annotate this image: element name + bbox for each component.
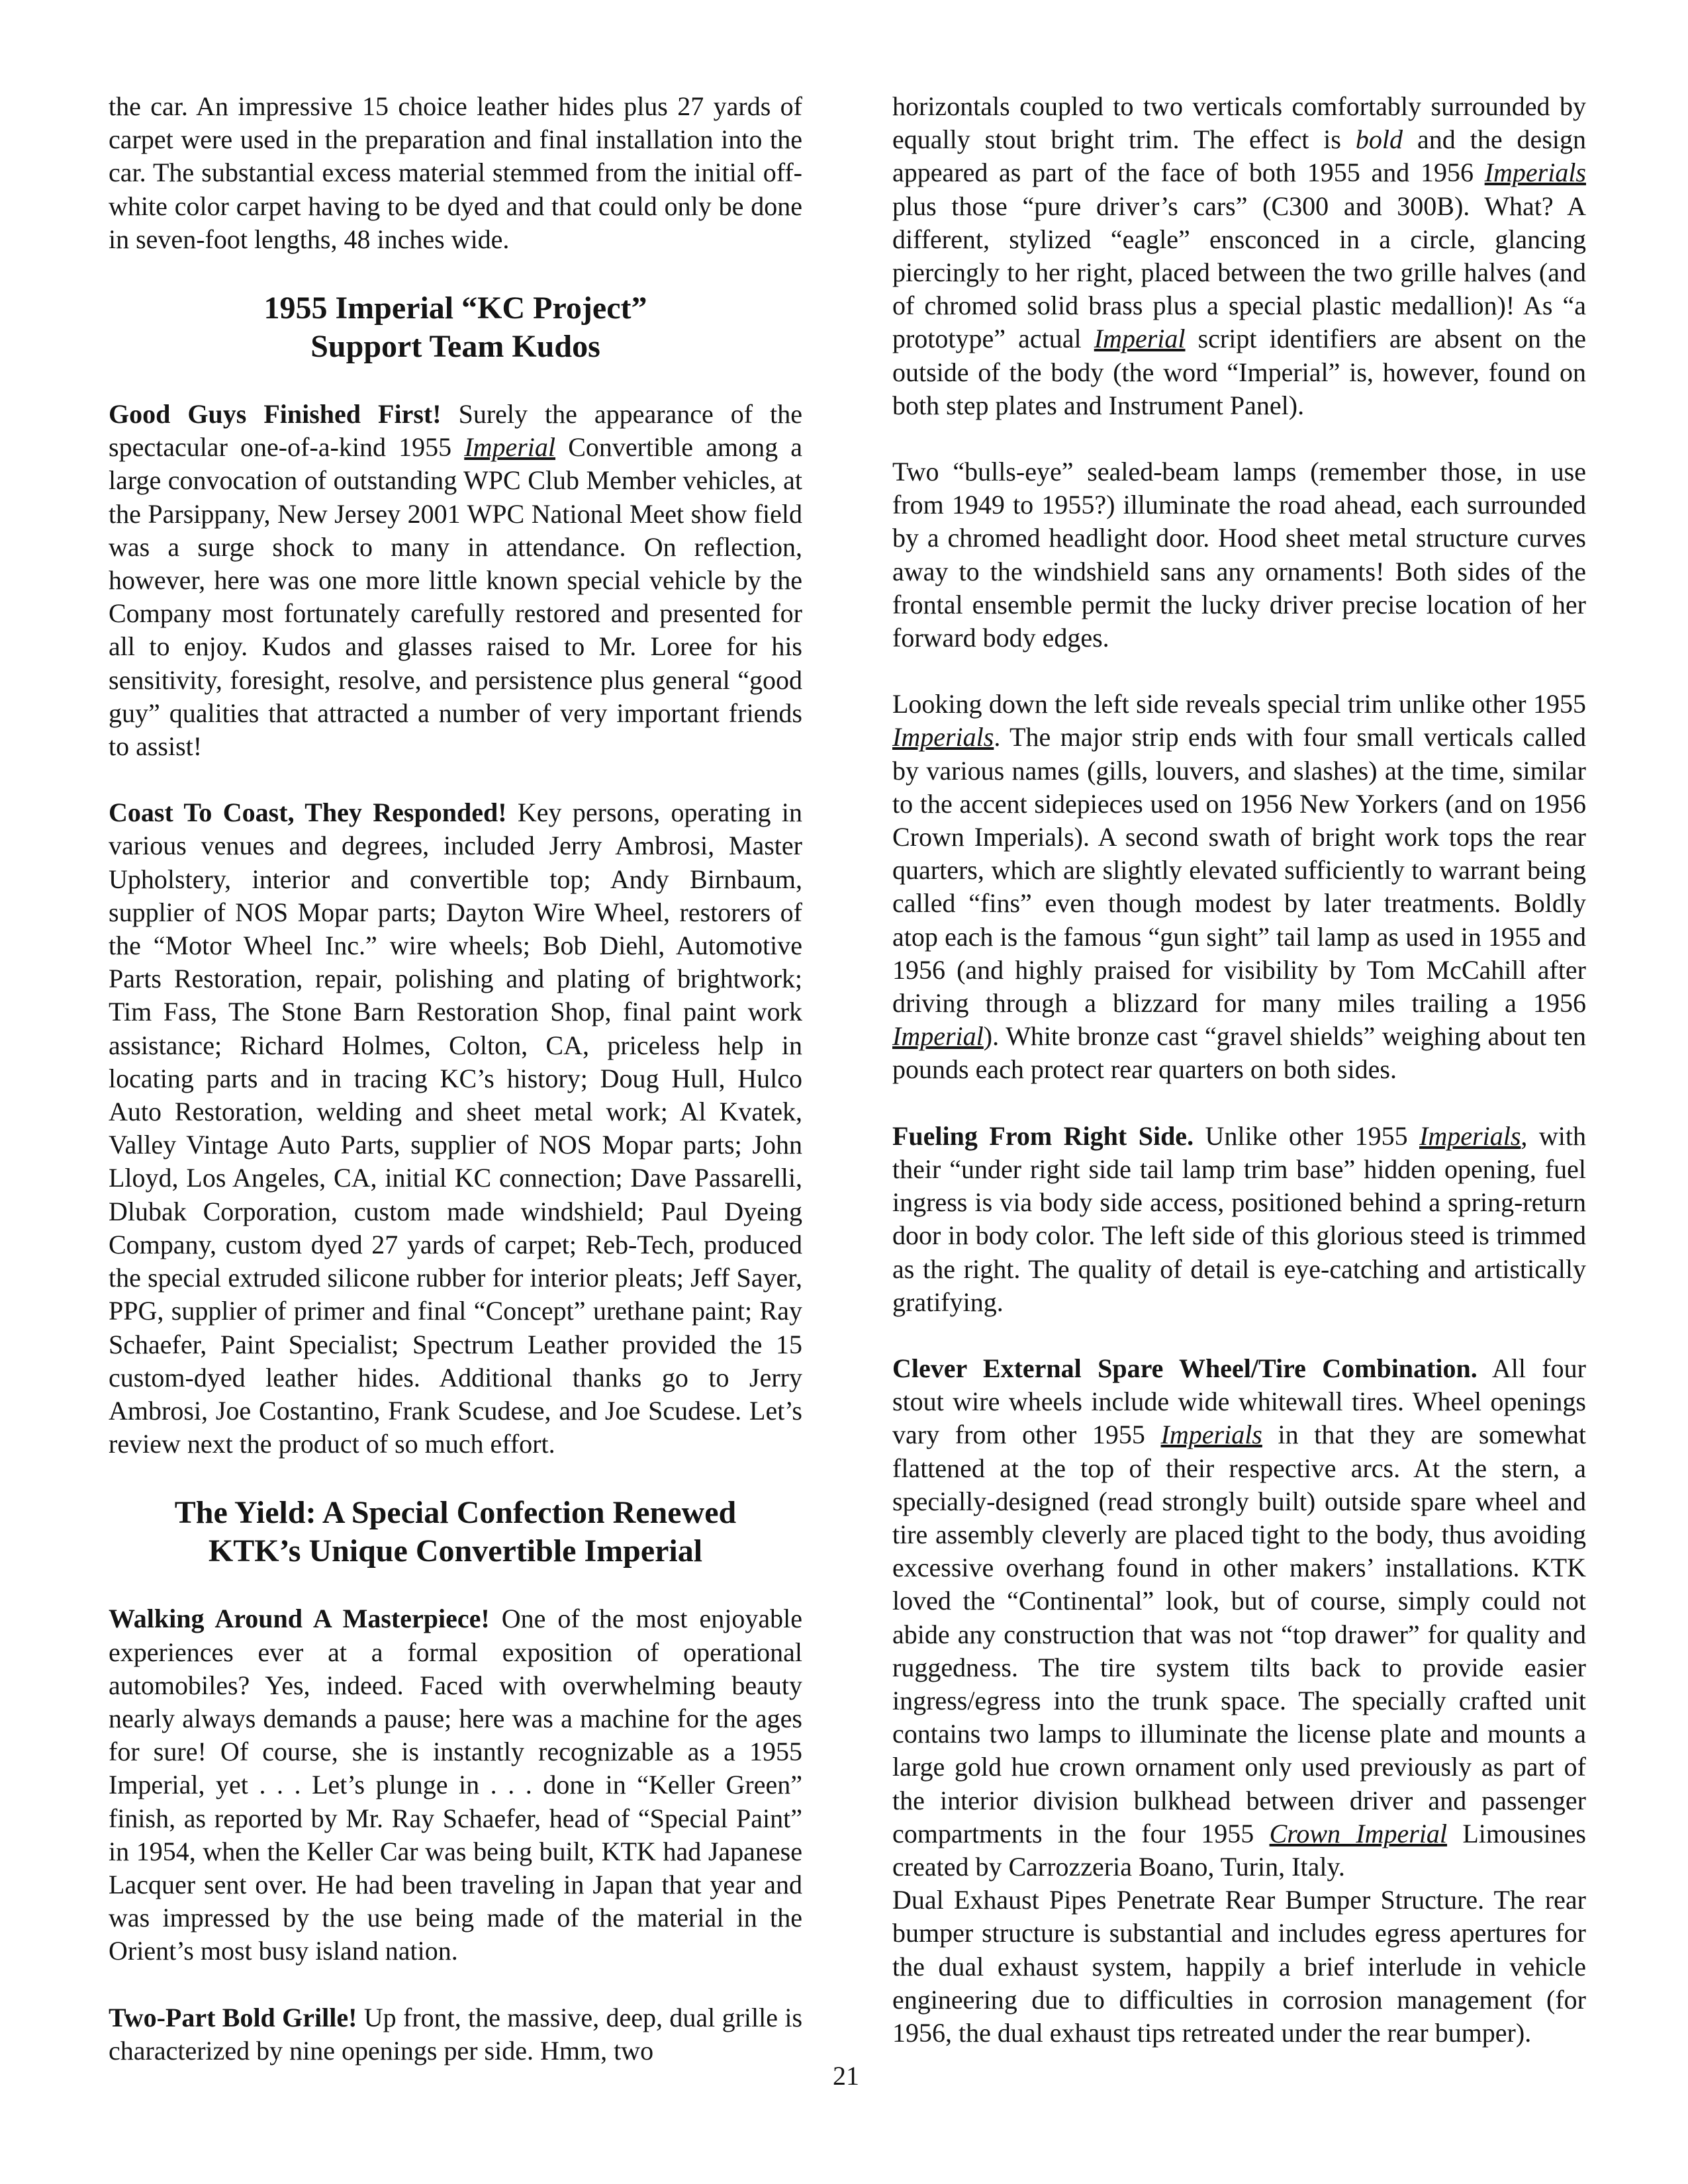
- paragraph-text: plus those “pure driver’s cars” (C300 and 300B). What? A different, stylized “eagle” ensconced in a circle, glancing piercingly to her right, placed between the two grille halves (and of chromed solid brass plus a special plastic medallion)! As “a prototype” actual: [892, 191, 1586, 354]
- paragraph-lead: Clever External Spare Wheel/Tire Combination.: [892, 1353, 1477, 1383]
- paragraph-lead: Good Guys Finished First!: [109, 399, 442, 430]
- left-column: [109, 90, 802, 2068]
- paragraph-two-part-grille: [109, 2001, 802, 2068]
- paragraph-lead: Two-Part Bold Grille!: [109, 2002, 357, 2032]
- right-column: [892, 90, 1586, 2050]
- page-number: 21: [833, 2061, 859, 2091]
- paragraph-lead: Walking Around A Masterpiece!: [109, 1604, 490, 1634]
- paragraph-text: Surely the appearance of the spectacular one-of-a-kind 1955: [109, 399, 802, 463]
- heading-line: Support Team Kudos: [310, 329, 600, 365]
- paragraph-coast-to-coast: [109, 796, 802, 1461]
- paragraph-text: Unlike other 1955: [1194, 1120, 1420, 1151]
- model-name: Imperials: [1419, 1120, 1521, 1151]
- paragraph-grille-continued: [892, 90, 1586, 422]
- paragraph-lead: Coast To Coast, They Responded!: [109, 797, 507, 828]
- section-heading-support-team: [109, 289, 802, 366]
- paragraph-dual-exhaust: Dual Exhaust Pipes Penetrate Rear Bumper Structure. The rear bumper structure is substantial and includes egress apertures for the dual exhaust system, happily a brief interlude in vehicle engineering due to difficulties in corrosion management (for 1956, the dual exhaust tips retreated under the rear bumper).: [892, 1885, 1586, 2048]
- heading-line: The Yield: A Special Confection Renewed: [174, 1495, 737, 1531]
- paragraph-headlamps: Two “bulls-eye” sealed-beam lamps (remember those, in use from 1949 to 1955?) illuminate the road ahead, each surrounded by a chromed headlight door. Hood sheet metal structure curves away to the windshield sans any ornaments! Both sides of the frontal ensemble permit the lucky driver precise location of her forward body edges.: [892, 457, 1586, 653]
- paragraph-text: and the design appeared as part of the face of both 1955 and 1956: [892, 124, 1586, 188]
- paragraph-text: ). White bronze cast “gravel shields” weighing about ten pounds each protect rear quarters on both sides.: [892, 1021, 1586, 1085]
- paragraph-left-side: [892, 688, 1586, 1086]
- paragraph-text: Key persons, operating in various venues and degrees, included Jerry Ambrosi, Master Upholstery, interior and convertible top; Andy Birnbaum, supplier of NOS Mopar parts; Dayton Wire Wheel, restorers of the “Motor Wheel Inc.” wire wheels; Bob Diehl, Automotive Parts Restoration, repair, polishing and plating of brightwork; Tim Fass, The Stone Barn Restoration Shop, final paint work assistance; Richard Holmes, Colton, CA, priceless help in locating parts and in tracing KC’s history; Doug Hull, Hulco Auto Restoration, welding and sheet metal work; Al Kvatek, Valley Vintage Auto Parts, supplier of NOS Mopar parts; John Lloyd, Los Angeles, CA, initial KC connection; Dave Passarelli, Dlubak Corporation, custom made windshield; Paul Dyeing Company, custom dyed 27 yards of carpet; Reb-Tech, produced the special extruded silicone rubber for interior pleats; Jeff Sayer, PPG, supplier of primer and final “Concept” urethane paint; Ray Schaefer, Paint Specialist; Spectrum Leather provided the 15 custom-dyed leather hides. Additional thanks go to Jerry Ambrosi, Joe Costantino, Frank Scudese, and Joe Scudese. Let’s review next the product of so much effort.: [109, 797, 802, 1459]
- model-name: Imperials: [1160, 1420, 1262, 1450]
- paragraph-text: One of the most enjoyable experiences ever at a formal exposition of operational automobiles? Yes, indeed. Faced with overwhelming beauty nearly always demands a pause; here was a machine for the ages for sure! Of course, she is instantly recognizable as a 1955 Imperial, yet . . . Let’s plunge in . . . done in “Keller Green” finish, as reported by Mr. Ray Schaefer, head of “Special Paint” in 1954, when the Keller Car was being built, KTK had Japanese Lacquer sent over. He had been traveling in Japan that year and was impressed by the use being made of the material in the Orient’s most busy island nation.: [109, 1604, 803, 1966]
- paragraph-text: horizontals coupled to two verticals comfortably surrounded by equally stout bright trim. The effect is: [892, 91, 1586, 155]
- paragraph-continuation: the car. An impressive 15 choice leather hides plus 27 yards of carpet were used in the preparation and final installation into the car. The substantial excess material stemmed from the initial off-white color carpet having to be dyed and that could only be done in seven-foot lengths, 48 inches wide.: [109, 91, 802, 254]
- section-heading-the-yield: [109, 1494, 802, 1570]
- paragraph-good-guys: [109, 398, 802, 763]
- paragraph-walking-around: [109, 1602, 802, 1968]
- paragraph-text: Convertible among a large convocation of outstanding WPC Club Member vehicles, at the Parsippany, New Jersey 2001 WPC National Meet show field was a surge shock to many in attendance. On reflection, however, here was one more little known special vehicle by the Company most fortunately carefully restored and presented for all to enjoy. Kudos and glasses raised to Mr. Loree for his sensitivity, foresight, resolve, and persistence plus general “good guy” qualities that attracted a number of very important friends to assist!: [109, 432, 802, 762]
- paragraph-text: in that they are somewhat flattened at the top of their respective arcs. At the stern, a specially-designed (read strongly built) outside spare wheel and tire assembly cleverly are placed tight to the body, thus avoiding excessive overhang found in other makers’ installations. KTK loved the “Continental” look, but of course, simply could not abide any construction that was not “top drawer” for quality and ruggedness. The tire system tilts back to provide easier ingress/egress into the trunk space. The specially crafted unit contains two lamps to illuminate the license plate and mounts a large gold hue crown ornament only used previously as part of the interior division bulkhead between driver and passenger compartments in the four 1955: [892, 1420, 1587, 1848]
- model-name: Imperials: [1484, 158, 1586, 188]
- paragraph-text: Up front, the massive, deep, dual grille is characterized by nine openings per side. Hmm, two: [109, 2002, 803, 2066]
- model-name: Imperial: [892, 1021, 984, 1052]
- model-name: Imperial: [1094, 324, 1186, 354]
- paragraph-text: script identifiers are absent on the outside of the body (the word “Imperial” is, however, found on both step plates and Instrument Panel).: [892, 324, 1586, 420]
- emphasis-text: bold: [1355, 124, 1403, 155]
- paragraph-lead: Fueling From Right Side.: [892, 1120, 1194, 1151]
- paragraph-spare-wheel: [892, 1352, 1586, 1884]
- paragraph-text: Looking down the left side reveals special trim unlike other 1955: [892, 689, 1586, 719]
- paragraph-fueling: [892, 1120, 1586, 1319]
- paragraph-text: . The major strip ends with four small verticals called by various names (gills, louvers, and slashes) at the time, similar to the accent sidepieces used on 1956 New Yorkers (and on 1956 Crown Imperials). A second swath of bright work tops the rear quarters, which are slightly elevated sufficiently to warrant being called “fins” even though modest by later treatments. Boldly atop each is the famous “gun sight” tail lamp as used in 1955 and 1956 (and highly praised for visibility by Tom McCahill after driving through a blizzard for many miles trailing a 1956: [892, 722, 1586, 1019]
- paragraph-text: Limousines created by Carrozzeria Boano, Turin, Italy.: [892, 1818, 1586, 1882]
- paragraph-text: , with their “under right side tail lamp trim base” hidden opening, fuel ingress is via body side access, positioned behind a spring-return door in body color. The left side of this glorious steed is trimmed as the right. The quality of detail is eye-catching and artistically gratifying.: [892, 1120, 1586, 1317]
- model-name: Crown Imperial: [1269, 1818, 1448, 1848]
- heading-line: 1955 Imperial “KC Project”: [263, 291, 647, 326]
- heading-line: KTK’s Unique Convertible Imperial: [208, 1533, 703, 1569]
- paragraph-text: All four stout wire wheels include wide whitewall tires. Wheel openings vary from other 1955: [892, 1353, 1586, 1450]
- model-name: Imperial: [464, 432, 556, 463]
- model-name: Imperials: [892, 722, 994, 752]
